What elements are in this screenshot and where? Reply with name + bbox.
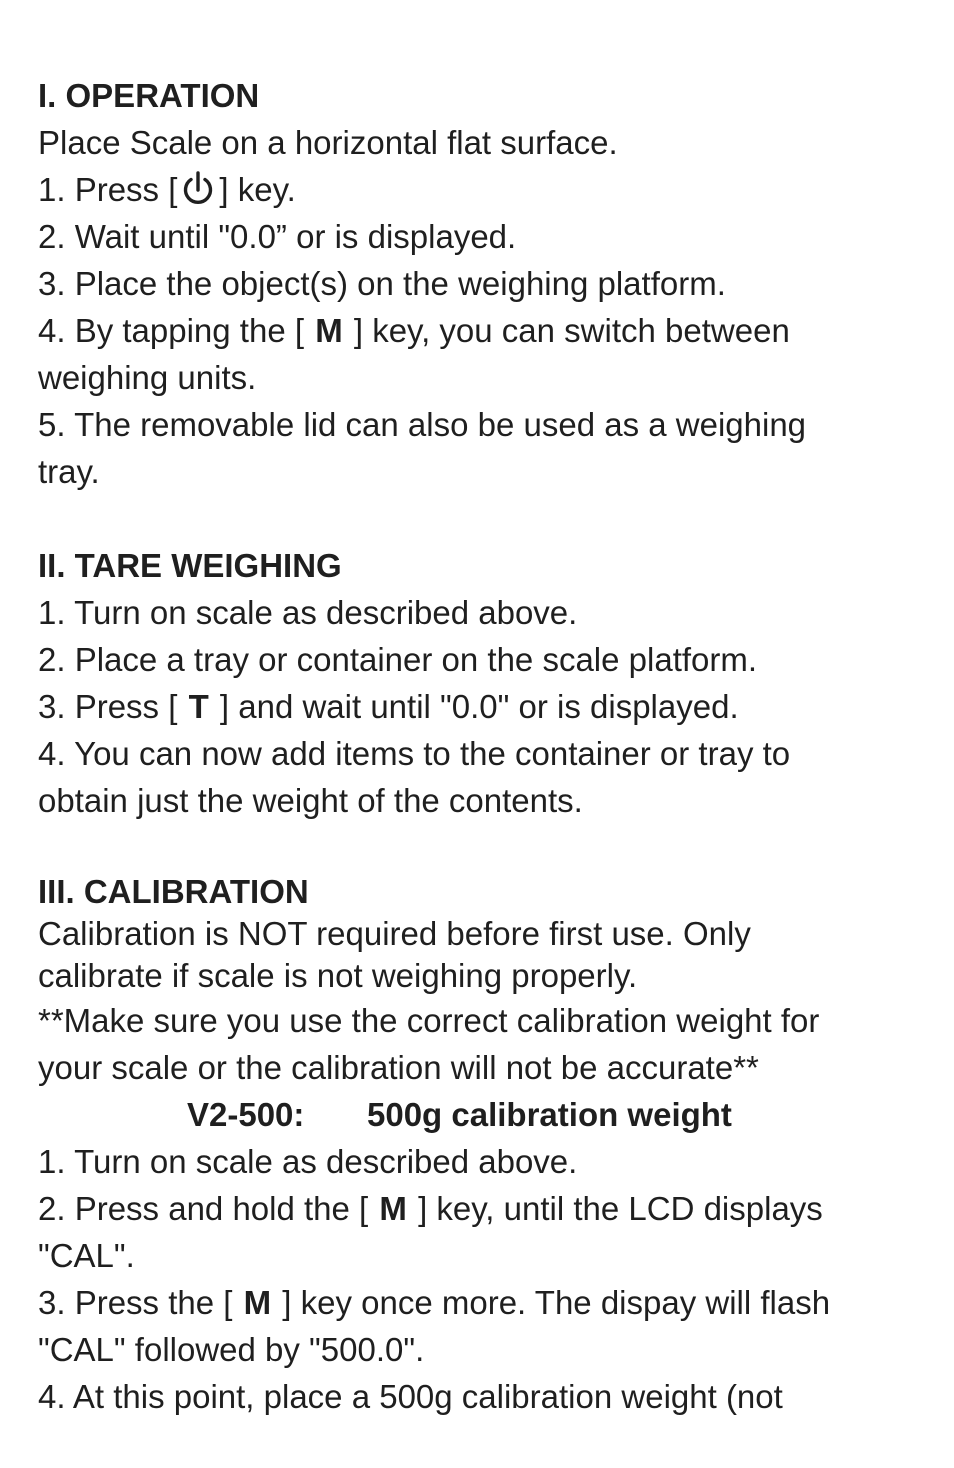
section-spacer xyxy=(38,495,918,542)
operation-step-4-pre: 4. By tapping the [ xyxy=(38,312,305,349)
operation-intro: Place Scale on a horizontal flat surface. xyxy=(38,124,618,161)
operation-step-4-post: ] key, you can switch between xyxy=(353,312,790,349)
calibration-intro-1: Calibration is NOT required before first use. Only xyxy=(38,915,751,952)
calibration-step-3-pre: 3. Press the [ xyxy=(38,1284,233,1321)
calibration-step-3-post: ] key once more. The dispay will flash xyxy=(282,1284,831,1321)
calibration-step-2 xyxy=(38,1185,918,1232)
section-spacer xyxy=(38,824,918,871)
tare-heading: II. TARE WEIGHING xyxy=(38,547,342,584)
calibration-step-2-pre: 2. Press and hold the [ xyxy=(38,1190,369,1227)
m-key-label: M xyxy=(379,1190,407,1227)
operation-step-1-post: ] key. xyxy=(219,171,296,208)
m-key-label: M xyxy=(243,1284,272,1321)
operation-step-5-cont: tray. xyxy=(38,453,100,490)
calibration-weight-spec xyxy=(38,1091,918,1138)
operation-step-1-pre: 1. Press [ xyxy=(38,171,178,208)
operation-step-2: 2. Wait until "0.0” or is displayed. xyxy=(38,218,517,255)
calibration-warning-2: your scale or the calibration will not be accurate** xyxy=(38,1049,759,1086)
operation-step-5: 5. The removable lid can also be used as a weighing xyxy=(38,406,807,443)
calibration-step-3 xyxy=(38,1279,918,1326)
calibration-warning-1: **Make sure you use the correct calibration weight for xyxy=(38,1002,820,1039)
operation-step-3: 3. Place the object(s) on the weighing platform. xyxy=(38,265,726,302)
power-icon xyxy=(179,170,217,208)
calibration-step-4: 4. At this point, place a 500g calibration weight (not xyxy=(38,1378,783,1415)
operation-heading: I. OPERATION xyxy=(38,77,260,114)
calibration-step-2-cont: "CAL". xyxy=(38,1237,135,1274)
t-key-label: T xyxy=(188,688,209,725)
calibration-heading: III. CALIBRATION xyxy=(38,873,309,910)
tare-step-4-cont: obtain just the weight of the contents. xyxy=(38,782,583,819)
calibration-weight: 500g calibration weight xyxy=(367,1096,732,1133)
tare-step-1: 1. Turn on scale as described above. xyxy=(38,594,578,631)
calibration-step-1: 1. Turn on scale as described above. xyxy=(38,1143,578,1180)
calibration-step-2-post: ] key, until the LCD displays xyxy=(418,1190,823,1227)
tare-step-2: 2. Place a tray or container on the scale platform. xyxy=(38,641,758,678)
operation-step-4-cont: weighing units. xyxy=(38,359,257,396)
tare-step-3 xyxy=(38,683,918,730)
calibration-intro-2: calibrate if scale is not weighing properly. xyxy=(38,957,638,994)
manual-page xyxy=(38,72,918,1420)
tare-step-4: 4. You can now add items to the container or tray to xyxy=(38,735,791,772)
tare-step-3-pre: 3. Press [ xyxy=(38,688,178,725)
operation-step-4 xyxy=(38,307,918,354)
operation-step-1 xyxy=(38,166,918,213)
tare-step-3-post: ] and wait until "0.0" or is displayed. xyxy=(219,688,739,725)
model-number: V2-500: xyxy=(187,1096,305,1133)
calibration-step-3-cont: "CAL" followed by "500.0". xyxy=(38,1331,425,1368)
m-key-label: M xyxy=(315,312,343,349)
